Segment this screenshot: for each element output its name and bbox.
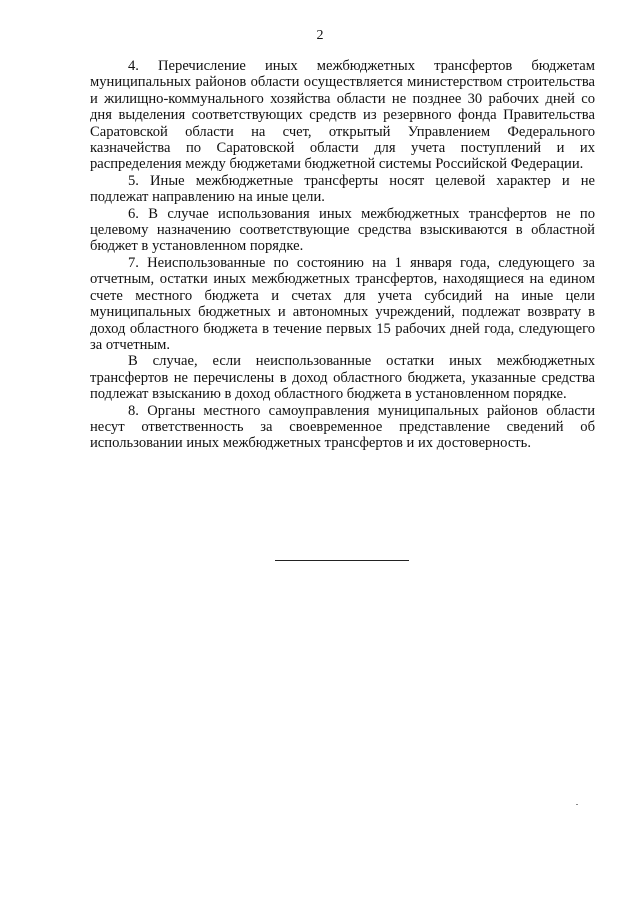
- paragraph-7-continued: В случае, если неиспользованные остатки иных межбюджетных трансфертов не перечислены в доход областного бюджета, указанные средства подлежат взысканию в доход областного бюджета в установленном порядке.: [90, 353, 595, 403]
- scan-speck: [576, 804, 578, 805]
- end-separator-line: [275, 560, 409, 561]
- paragraph-4: 4. Перечисление иных межбюджетных трансфертов бюджетам муниципальных районов области осуществляется министерством строительства и жилищно-коммунального хозяйства области не позднее 30 рабочих дней со дня выделения соответствующих средств из резервного фонда Правительства Саратовской области на счет, открытый Управлением Федерального казначейства по Саратовской области для учета поступлений и их распределения между бюджетами бюджетной системы Российской Федерации.: [90, 58, 595, 173]
- paragraph-6: 6. В случае использования иных межбюджетных трансфертов не по целевому назначению соответствующие средства взыскиваются в областной бюджет в установленном порядке.: [90, 205, 595, 255]
- paragraph-5: 5. Иные межбюджетные трансферты носят целевой характер и не подлежат направлению на иные цели.: [90, 172, 595, 206]
- page-number: 2: [316, 28, 324, 43]
- paragraph-8: 8. Органы местного самоуправления муниципальных районов области несут ответственность за своевременное представление сведений об использовании иных межбюджетных трансфертов и их достоверность.: [90, 402, 595, 452]
- document-body: [90, 58, 595, 452]
- paragraph-7: 7. Неиспользованные по состоянию на 1 января года, следующего за отчетным, остатки иных межбюджетных трансфертов, находящиеся на едином счете местного бюджета и счетах для учета субсидий на иные цели муниципальных бюджетных и автономных учреждений, подлежат возврату в доход областного бюджета в течение первых 15 рабочих дней года, следующего за отчетным.: [90, 254, 595, 353]
